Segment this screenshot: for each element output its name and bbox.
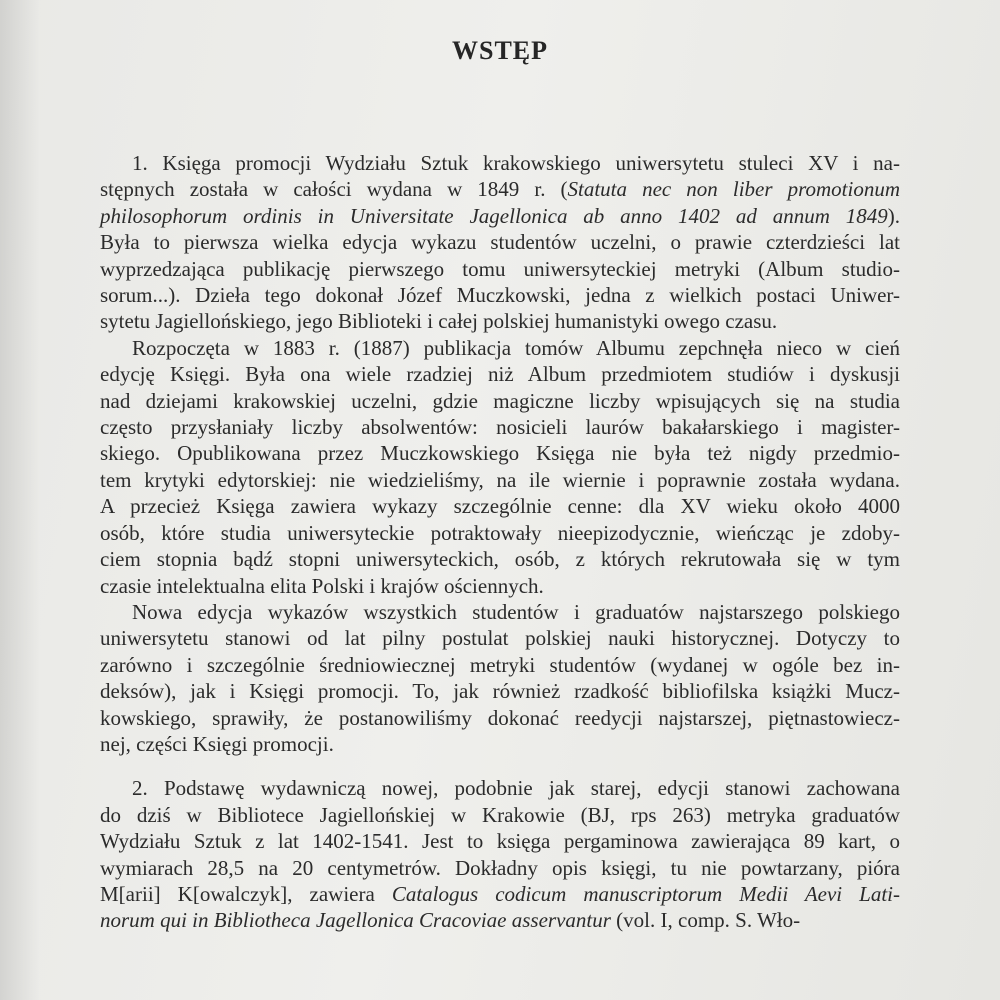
text-segment: uniwersytetu stanowi od lat pilny postulat polskiej nauki historycznej. Dotyczy to xyxy=(100,626,900,651)
text-segment: często przysłaniały liczby absolwentów: nosicieli laurów bakałarskiego i magister- xyxy=(100,415,900,440)
text-line xyxy=(100,855,900,881)
text-line xyxy=(100,599,900,625)
text-line xyxy=(100,625,900,651)
text-line xyxy=(100,731,900,757)
text-line xyxy=(100,282,900,308)
text-segment: (vol. I, comp. S. Wło- xyxy=(610,908,801,933)
text-segment: Rozpoczęta w 1883 r. (1887) publikacja tomów Albumu zepchnęła nieco w cień xyxy=(132,335,900,360)
text-segment: ciem stopnia bądź stopni uniwersyteckich, osób, z których rekrutowała się w tym xyxy=(100,547,900,572)
text-line xyxy=(100,775,900,801)
text-segment: Wydziału Sztuk z lat 1402-1541. Jest to księga pergaminowa zawierająca 89 kart, o xyxy=(100,829,900,854)
italic-text: norum qui in Bibliotheca Jagellonica Cracoviae asservantur xyxy=(100,908,611,933)
text-line xyxy=(100,150,900,176)
text-line xyxy=(100,802,900,828)
text-line xyxy=(100,176,900,202)
paragraph-3 xyxy=(100,599,900,757)
text-line xyxy=(100,907,900,933)
text-segment: wymiarach 28,5 na 20 centymetrów. Dokładny opis księgi, tu nie powtarzany, pióra xyxy=(100,855,900,880)
text-segment: osób, które studia uniwersyteckie potraktowały nieepizodycznie, wieńcząc je zdoby- xyxy=(100,520,900,545)
text-line xyxy=(100,361,900,387)
text-segment: edycję Księgi. Była ona wiele rzadziej niż Album przedmiotem studiów i dyskusji xyxy=(100,362,900,387)
text-line xyxy=(100,203,900,229)
text-line xyxy=(100,493,900,519)
text-line xyxy=(100,828,900,854)
text-segment: skiego. Opublikowana przez Muczkowskiego Księga nie była też nigdy przedmio- xyxy=(100,441,900,466)
text-segment: tem krytyki edytorskiej: nie wiedzieliśmy, na ile wiernie i poprawnie została wydana. xyxy=(100,467,900,492)
text-line xyxy=(100,388,900,414)
text-line xyxy=(100,335,900,361)
italic-text: philosophorum ordinis in Universitate Jagellonica ab anno 1402 ad annum 1849 xyxy=(100,203,888,228)
text-segment: 1. Księga promocji Wydziału Sztuk krakowskiego uniwersytetu stuleci XV i na- xyxy=(132,151,900,175)
text-line xyxy=(100,652,900,678)
text-segment: nej, części Księgi promocji. xyxy=(100,731,334,756)
text-line xyxy=(100,546,900,572)
text-segment: czasie intelektualna elita Polski i krajów ościennych. xyxy=(100,573,544,598)
text-segment: zarówno i szczególnie średniowiecznej metryki studentów (wydanej w ogóle bez in- xyxy=(100,652,900,677)
text-segment: do dziś w Bibliotece Jagiellońskiej w Krakowie (BJ, rps 263) metryka graduatów xyxy=(100,802,900,827)
text-segment: kowskiego, sprawiły, że postanowiliśmy dokonać reedycji najstarszej, piętnastowiecz- xyxy=(100,705,900,730)
text-line xyxy=(100,229,900,255)
text-line xyxy=(100,705,900,731)
text-line xyxy=(100,881,900,907)
text-segment: nad dziejami krakowskiej uczelni, gdzie magiczne liczby wpisujących się na studia xyxy=(100,388,900,413)
text-segment: M[arii] K[owalczyk], zawiera xyxy=(100,881,392,906)
paragraph-4 xyxy=(100,775,900,933)
text-segment: sorum...). Dzieła tego dokonał Józef Muczkowski, jedna z wielkich postaci Uniwer- xyxy=(100,283,900,308)
text-line xyxy=(100,256,900,282)
text-line xyxy=(100,678,900,704)
text-line xyxy=(100,440,900,466)
text-segment: ). xyxy=(887,203,900,228)
paragraph-1 xyxy=(100,150,900,335)
text-segment: Nowa edycja wykazów wszystkich studentów i graduatów najstarszego polskiego xyxy=(132,599,900,624)
text-line xyxy=(100,308,900,334)
text-line xyxy=(100,467,900,493)
text-segment: wyprzedzająca publikację pierwszego tomu uniwersyteckiej metryki (Album studio- xyxy=(100,256,900,281)
text-segment: Była to pierwsza wielka edycja wykazu studentów uczelni, o prawie czterdzieści lat xyxy=(100,230,900,255)
italic-text: Statuta nec non liber promotionum xyxy=(567,177,900,202)
italic-text: Catalogus codicum manuscriptorum Medii Aevi Lati- xyxy=(391,881,900,906)
paragraph-2 xyxy=(100,335,900,599)
text-line xyxy=(100,414,900,440)
text-line xyxy=(100,520,900,546)
text-segment: stępnych została w całości wydana w 1849 r. ( xyxy=(100,177,568,202)
text-segment: deksów), jak i Księgi promocji. To, jak również rzadkość bibliofilska książki Mucz- xyxy=(100,679,900,704)
page-edge-shadow xyxy=(0,0,40,1000)
text-line xyxy=(100,573,900,599)
page-title: WSTĘP xyxy=(451,36,549,65)
text-segment: sytetu Jagiellońskiego, jego Biblioteki i całej polskiej humanistyki owego czasu. xyxy=(100,309,778,334)
text-segment: A przecież Księga zawiera wykazy szczególnie cenne: dla XV wieku około 4000 xyxy=(100,494,900,519)
body-text xyxy=(100,150,900,934)
text-segment: 2. Podstawę wydawniczą nowej, podobnie jak starej, edycji stanowi zachowana xyxy=(132,776,900,801)
